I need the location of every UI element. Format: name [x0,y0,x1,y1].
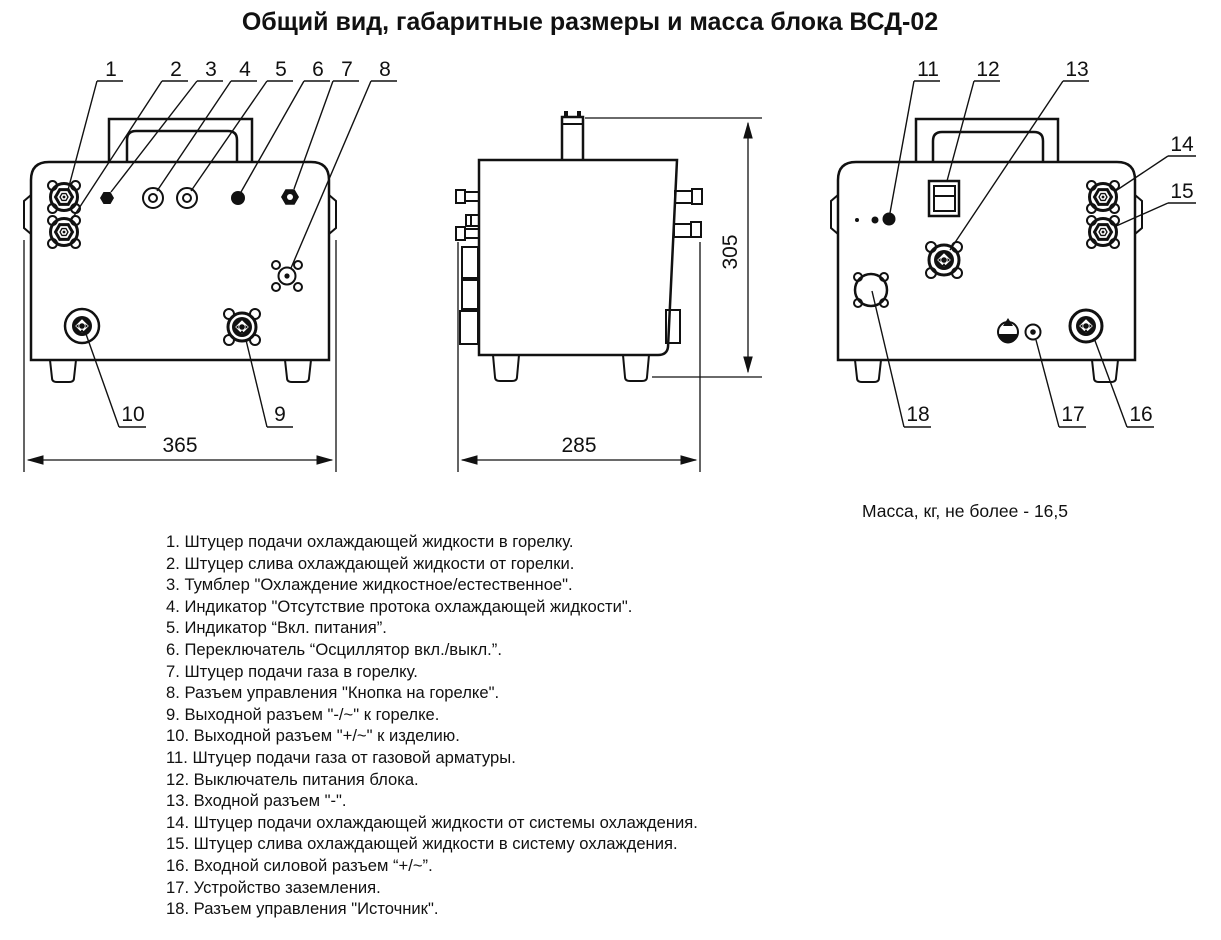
power-on-indicator [177,188,197,208]
foot [855,360,881,382]
front-view [24,58,397,472]
coolant-drain-fitting [48,216,80,248]
callout-label-2: 2 [170,58,182,81]
legend-item-4: 4. Индикатор "Отсутствие протока охлаждающей жидкости". [166,596,633,616]
callout-label-4: 4 [239,58,251,81]
callout-label-18: 18 [906,403,930,426]
legend-item-2: 2. Штуцер слива охлаждающей жидкости от горелки. [166,553,575,573]
workpiece-output-connector [65,309,99,343]
left-fittings [456,190,479,240]
callout-9 [246,340,293,427]
legend-item-6: 6. Переключатель “Осциллятор вкл./выкл.”. [166,639,502,659]
legend-item-18: 18. Разъем управления "Источник". [166,899,439,919]
legend-item-3: 3. Тумблер "Охлаждение жидкостное/естественное". [166,575,573,595]
left-vents [460,247,478,344]
panel-hole [855,218,859,222]
callout-label-13: 13 [1065,58,1089,81]
callout-15 [1114,180,1196,227]
callout-2 [70,58,188,222]
grounding-device [998,318,1041,344]
cooling-mode-toggle [100,192,114,204]
power-switch [929,181,959,216]
legend-item-11: 11. Штуцер подачи газа от газовой арматуры. [166,747,516,767]
side-body [479,160,677,355]
page-title: Общий вид, габаритные размеры и масса блока ВСД-02 [241,8,939,36]
legend-item-5: 5. Индикатор “Вкл. питания”. [166,618,387,638]
foot [623,355,649,381]
handle-grip [127,131,237,162]
side-view [456,111,762,472]
callout-17 [1036,340,1086,427]
dim-value-305: 305 [719,234,742,270]
legend-item-10: 10. Выходной разъем "+/~" к изделию. [166,726,460,746]
panel-hole [872,217,879,224]
minus-input-connector [926,242,962,278]
mass-note: Масса, кг, не более - 16,5 [862,501,1069,521]
callout-label-11: 11 [917,58,939,81]
foot [285,360,311,382]
legend-item-16: 16. Входной силовой разъем “+/~”. [166,855,433,875]
callout-1 [68,58,123,190]
callout-label-15: 15 [1170,180,1194,203]
foot [50,360,76,382]
legend-list [166,531,698,920]
back-view [831,58,1196,427]
callout-10 [86,334,146,427]
legend-item-8: 8. Разъем управления "Кнопка на горелке". [166,683,500,703]
callout-label-7: 7 [341,58,353,81]
coolant-supply-fitting [48,181,80,213]
gas-inlet-fitting [883,213,896,226]
callout-label-10: 10 [121,403,145,426]
dim-value-365: 365 [162,434,198,457]
callout-label-1: 1 [105,58,117,81]
coolant-outlet-fitting [1087,216,1119,248]
foot [493,355,519,381]
foot [1092,360,1118,382]
dim-side-depth [458,242,700,472]
callout-label-8: 8 [379,58,391,81]
handle [916,119,1058,162]
legend-item-7: 7. Штуцер подачи газа в горелку. [166,661,418,681]
legend-item-1: 1. Штуцер подачи охлаждающей жидкости в горелку. [166,532,574,551]
callout-label-6: 6 [312,58,324,81]
dim-value-285: 285 [561,434,597,457]
legend-item-9: 9. Выходной разъем "-/~" к горелке. [166,704,440,724]
legend-item-17: 17. Устройство заземления. [166,877,381,897]
legend-item-14: 14. Штуцер подачи охлаждающей жидкости от системы охлаждения. [166,812,698,832]
legend-item-13: 13. Входной разъем "-". [166,791,347,811]
callout-13 [950,58,1089,250]
legend-item-15: 15. Штуцер слива охлаждающей жидкости в систему охлаждения. [166,834,678,854]
callout-3 [111,58,223,192]
callout-label-12: 12 [976,58,1000,81]
callout-label-16: 16 [1129,403,1153,426]
torch-output-connector [224,309,260,345]
power-input-connector [1070,310,1102,342]
no-flow-indicator [143,188,163,208]
callout-label-14: 14 [1170,133,1194,156]
callout-label-17: 17 [1061,403,1085,426]
source-control-connector [854,273,888,307]
callout-label-3: 3 [205,58,217,81]
gas-supply-fitting [281,189,299,205]
coolant-inlet-fitting [1087,181,1119,213]
legend-item-12: 12. Выключатель питания блока. [166,769,419,789]
callout-label-5: 5 [275,58,287,81]
oscillator-switch [231,191,245,205]
callout-label-9: 9 [274,403,286,426]
torch-button-connector [272,261,302,291]
